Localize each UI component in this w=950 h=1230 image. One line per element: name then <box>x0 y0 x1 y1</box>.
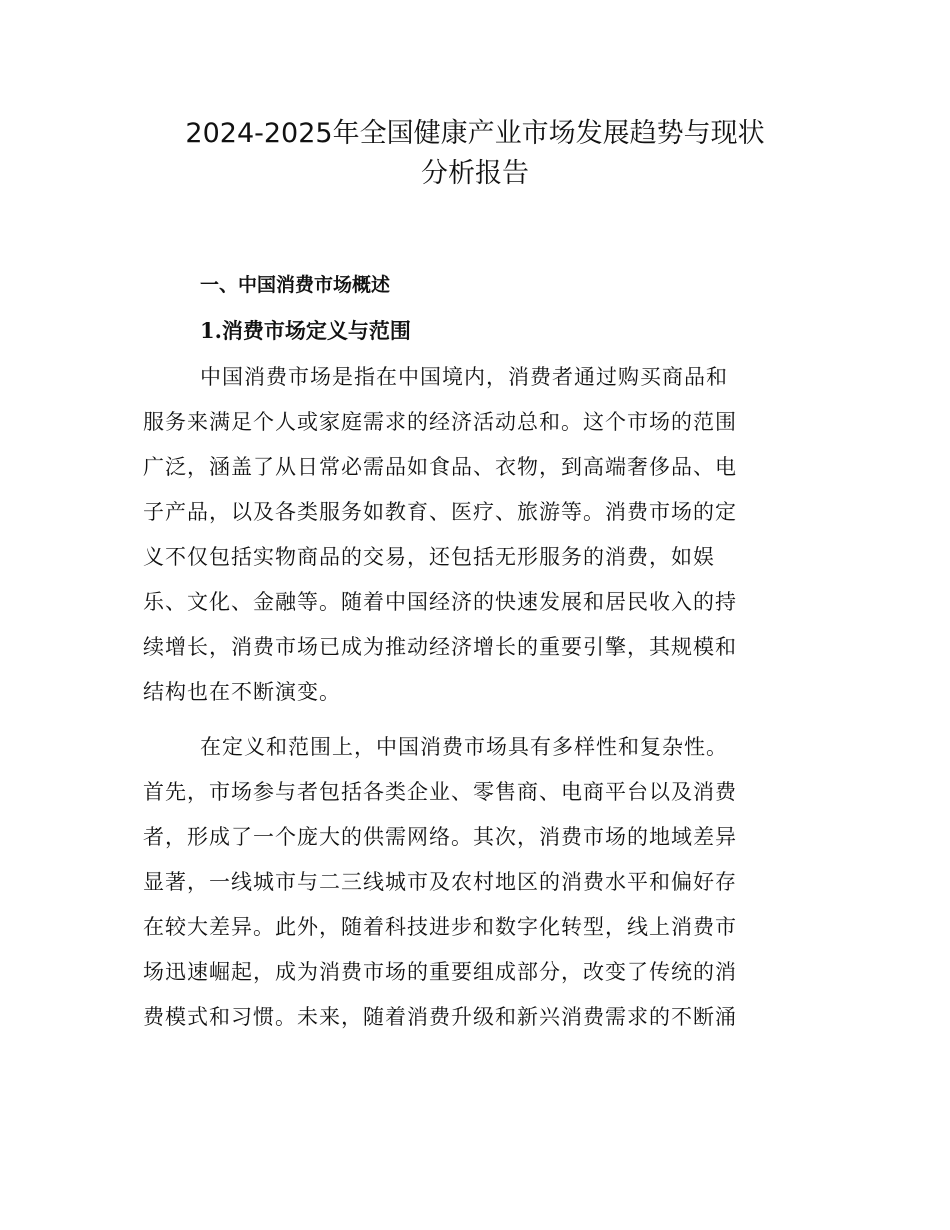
paragraph-2-line-1: 在定义和范围上，中国消费市场具有多样性和复杂性。 <box>200 735 728 759</box>
paragraph-1-line-3: 广泛，涵盖了从日常必需品如食品、衣物，到高端奢侈品、电 <box>143 455 737 479</box>
paragraph-1-line-7: 续增长，消费市场已成为推动经济增长的重要引擎，其规模和 <box>143 635 737 659</box>
paragraph-1-line-5: 义不仅包括实物商品的交易，还包括无形服务的消费，如娱 <box>143 545 715 569</box>
subsection-heading: 1.消费市场定义与范围 <box>200 318 411 343</box>
paragraph-1-line-1: 中国消费市场是指在中国境内，消费者通过购买商品和 <box>200 365 728 389</box>
paragraph-2-line-4: 显著，一线城市与二三线城市及农村地区的消费水平和偏好存 <box>143 870 737 894</box>
paragraph-2-line-5: 在较大差异。此外，随着科技进步和数字化转型，线上消费市 <box>143 915 737 939</box>
paragraph-2-line-3: 者，形成了一个庞大的供需网络。其次，消费市场的地域差异 <box>143 825 737 849</box>
document-title-line-2: 分析报告 <box>421 158 529 189</box>
paragraph-2-line-6: 场迅速崛起，成为消费市场的重要组成部分，改变了传统的消 <box>143 960 737 984</box>
paragraph-1-line-4: 子产品，以及各类服务如教育、医疗、旅游等。消费市场的定 <box>143 500 737 524</box>
paragraph-2-line-7: 费模式和习惯。未来，随着消费升级和新兴消费需求的不断涌 <box>143 1005 737 1029</box>
paragraph-2-line-2: 首先，市场参与者包括各类企业、零售商、电商平台以及消费 <box>143 780 737 804</box>
section-heading: 一、中国消费市场概述 <box>200 274 391 296</box>
paragraph-1-line-2: 服务来满足个人或家庭需求的经济活动总和。这个市场的范围 <box>143 410 737 434</box>
document-title-line-1: 2024-2025年全国健康产业市场发展趋势与现状 <box>185 118 765 149</box>
paragraph-1-line-8: 结构也在不断演变。 <box>143 680 341 704</box>
paragraph-1-line-6: 乐、文化、金融等。随着中国经济的快速发展和居民收入的持 <box>143 590 737 614</box>
